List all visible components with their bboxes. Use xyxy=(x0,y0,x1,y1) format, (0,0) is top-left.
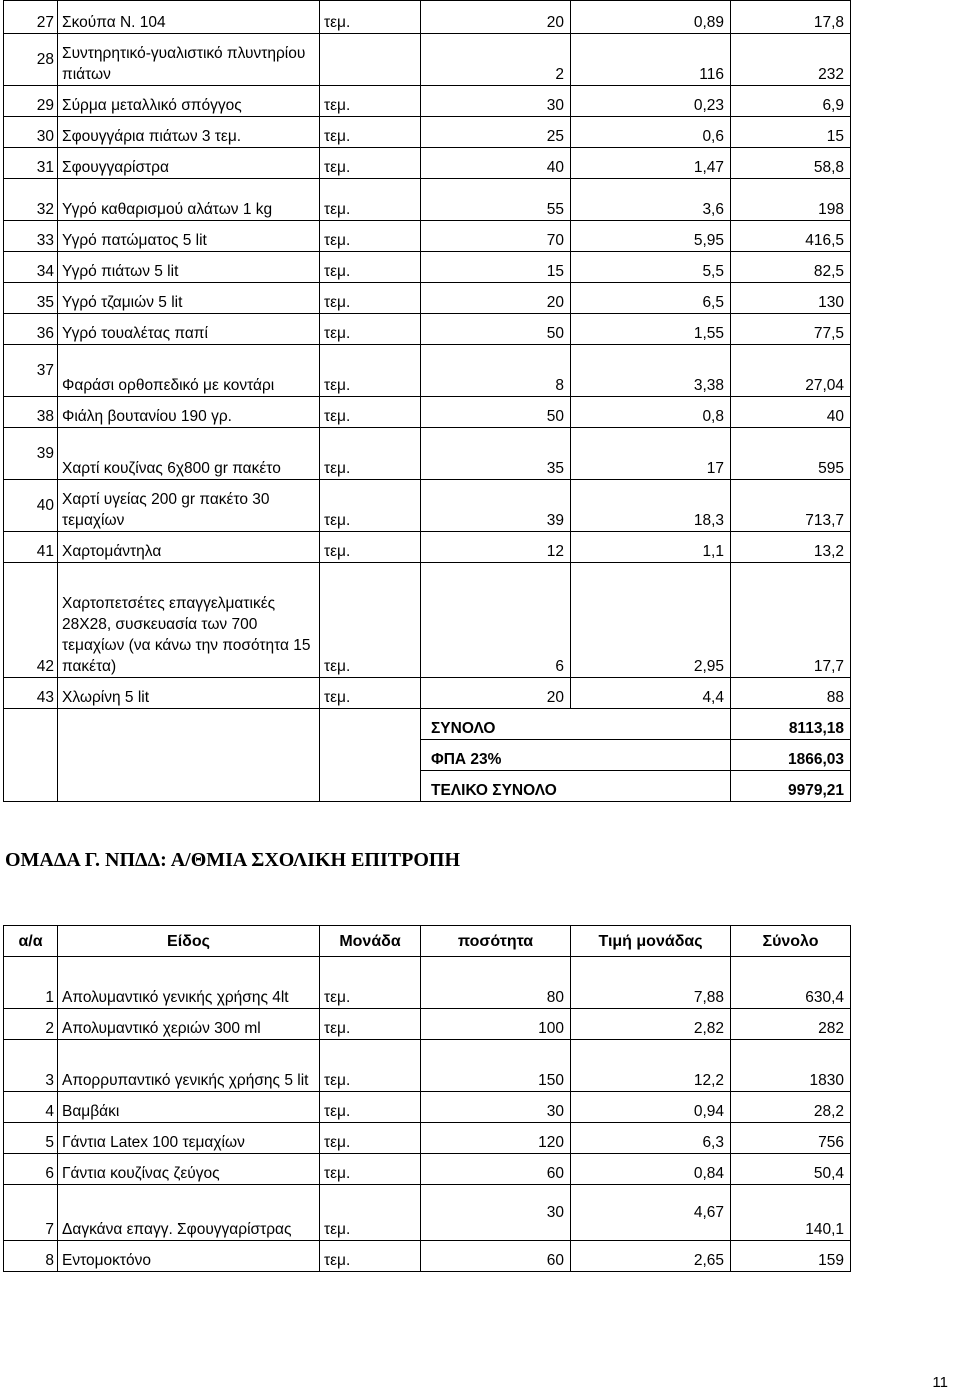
item-price: 0,23 xyxy=(571,86,731,117)
row-number: 33 xyxy=(4,221,58,252)
table-row xyxy=(4,1009,851,1040)
item-unit: τεμ. xyxy=(320,1154,421,1185)
item-total: 232 xyxy=(731,34,851,86)
item-price: 2,95 xyxy=(571,563,731,678)
item-total: 40 xyxy=(731,397,851,428)
item-name: Βαμβάκι xyxy=(58,1092,320,1123)
item-qty: 6 xyxy=(421,563,571,678)
empty-cell xyxy=(58,709,320,740)
item-qty: 60 xyxy=(421,1154,571,1185)
table-row xyxy=(4,1154,851,1185)
table-row xyxy=(4,532,851,563)
subtotal-label: ΣΥΝΟΛΟ xyxy=(421,709,731,740)
item-total: 713,7 xyxy=(731,480,851,532)
item-total: 27,04 xyxy=(731,345,851,397)
col-header-price: Τιμή μονάδας xyxy=(571,926,731,957)
item-qty: 39 xyxy=(421,480,571,532)
item-unit: τεμ. xyxy=(320,179,421,221)
grand-total-value: 9979,21 xyxy=(731,771,851,802)
item-name: Σφουγγάρια πιάτων 3 τεμ. xyxy=(58,117,320,148)
col-header-total: Σύνολο xyxy=(731,926,851,957)
item-total: 282 xyxy=(731,1009,851,1040)
item-price: 0,94 xyxy=(571,1092,731,1123)
item-total: 6,9 xyxy=(731,86,851,117)
item-unit xyxy=(320,34,421,86)
item-unit: τεμ. xyxy=(320,86,421,117)
item-total: 58,8 xyxy=(731,148,851,179)
row-number: 5 xyxy=(4,1123,58,1154)
col-header-unit: Μονάδα xyxy=(320,926,421,957)
table-row xyxy=(4,678,851,709)
item-qty: 2 xyxy=(421,34,571,86)
row-number: 30 xyxy=(4,117,58,148)
empty-cell xyxy=(4,771,58,802)
item-name: Υγρό καθαρισμού αλάτων 1 kg xyxy=(58,179,320,221)
row-number: 40 xyxy=(4,480,58,532)
item-price: 116 xyxy=(571,34,731,86)
item-name: Απορρυπαντικό γενικής χρήσης 5 lit xyxy=(58,1040,320,1092)
vat-label: ΦΠΑ 23% xyxy=(421,740,731,771)
item-name: Απολυμαντικό γενικής χρήσης 4lt xyxy=(58,957,320,1009)
grand-total-label: ΤΕΛΙΚΟ ΣΥΝΟΛΟ xyxy=(421,771,731,802)
item-price: 17 xyxy=(571,428,731,480)
item-total: 756 xyxy=(731,1123,851,1154)
subtotal-value: 8113,18 xyxy=(731,709,851,740)
item-total: 140,1 xyxy=(731,1185,851,1241)
item-unit: τεμ. xyxy=(320,480,421,532)
item-name: Σφουγγαρίστρα xyxy=(58,148,320,179)
row-number: 36 xyxy=(4,314,58,345)
item-total: 13,2 xyxy=(731,532,851,563)
item-name: Φιάλη βουτανίου 190 γρ. xyxy=(58,397,320,428)
item-price: 5,95 xyxy=(571,221,731,252)
row-number: 29 xyxy=(4,86,58,117)
item-name: Χαρτοπετσέτες επαγγελματικές 28Χ28, συσκευασία των 700 τεμαχίων (να κάνω την ποσότητα 15 πακέτα) xyxy=(58,563,320,678)
items-table-body xyxy=(4,1,851,802)
table-row xyxy=(4,1185,851,1241)
row-number: 34 xyxy=(4,252,58,283)
item-total: 1830 xyxy=(731,1040,851,1092)
item-price: 12,2 xyxy=(571,1040,731,1092)
row-number: 41 xyxy=(4,532,58,563)
item-total: 88 xyxy=(731,678,851,709)
table-row xyxy=(4,221,851,252)
table-row xyxy=(4,957,851,1009)
table-row xyxy=(4,283,851,314)
item-qty: 35 xyxy=(421,428,571,480)
table-row xyxy=(4,179,851,221)
item-qty: 50 xyxy=(421,397,571,428)
row-number: 4 xyxy=(4,1092,58,1123)
item-name: Συντηρητικό-γυαλιστικό πλυντηρίου πιάτων xyxy=(58,34,320,86)
item-name: Χαρτομάντηλα xyxy=(58,532,320,563)
table-row xyxy=(4,86,851,117)
item-unit: τεμ. xyxy=(320,1040,421,1092)
item-price: 2,65 xyxy=(571,1241,731,1272)
table-row xyxy=(4,148,851,179)
item-price: 0,89 xyxy=(571,1,731,34)
item-price: 1,55 xyxy=(571,314,731,345)
item-total: 77,5 xyxy=(731,314,851,345)
item-qty: 30 xyxy=(421,86,571,117)
item-qty: 20 xyxy=(421,283,571,314)
item-qty: 20 xyxy=(421,1,571,34)
item-price: 7,88 xyxy=(571,957,731,1009)
empty-cell xyxy=(58,771,320,802)
row-number: 1 xyxy=(4,957,58,1009)
item-total: 17,7 xyxy=(731,563,851,678)
empty-cell xyxy=(4,740,58,771)
empty-cell xyxy=(58,740,320,771)
item-name: Χλωρίνη 5 lit xyxy=(58,678,320,709)
row-number: 2 xyxy=(4,1009,58,1040)
item-qty: 80 xyxy=(421,957,571,1009)
row-number: 8 xyxy=(4,1241,58,1272)
item-price: 3,6 xyxy=(571,179,731,221)
item-qty: 8 xyxy=(421,345,571,397)
item-unit: τεμ. xyxy=(320,532,421,563)
row-number: 35 xyxy=(4,283,58,314)
row-number: 28 xyxy=(4,34,58,86)
item-name: Δαγκάνα επαγγ. Σφουγγαρίστρας xyxy=(58,1185,320,1241)
item-name: Χαρτί υγείας 200 gr πακέτο 30 τεμαχίων xyxy=(58,480,320,532)
row-number: 39 xyxy=(4,428,58,480)
item-qty: 12 xyxy=(421,532,571,563)
item-unit: τεμ. xyxy=(320,345,421,397)
item-name: Υγρό τουαλέτας παπί xyxy=(58,314,320,345)
row-number: 6 xyxy=(4,1154,58,1185)
item-price: 6,5 xyxy=(571,283,731,314)
row-number: 7 xyxy=(4,1185,58,1241)
item-price: 0,84 xyxy=(571,1154,731,1185)
table-row xyxy=(4,480,851,532)
item-price: 4,4 xyxy=(571,678,731,709)
row-number: 32 xyxy=(4,179,58,221)
item-qty: 25 xyxy=(421,117,571,148)
row-number: 27 xyxy=(4,1,58,34)
page-number: 11 xyxy=(932,1374,948,1391)
item-price: 2,82 xyxy=(571,1009,731,1040)
item-total: 15 xyxy=(731,117,851,148)
item-price: 1,47 xyxy=(571,148,731,179)
item-price: 4,67 xyxy=(571,1185,731,1241)
row-number: 3 xyxy=(4,1040,58,1092)
col-header-qty: ποσότητα xyxy=(421,926,571,957)
school-committee-table-body xyxy=(4,957,851,1272)
item-qty: 30 xyxy=(421,1185,571,1241)
item-total: 630,4 xyxy=(731,957,851,1009)
table-header-row xyxy=(4,926,851,957)
empty-cell xyxy=(320,709,421,740)
vat-value: 1866,03 xyxy=(731,740,851,771)
row-number: 38 xyxy=(4,397,58,428)
col-header-index: α/α xyxy=(4,926,58,957)
item-unit: τεμ. xyxy=(320,563,421,678)
table-row xyxy=(4,397,851,428)
school-committee-table xyxy=(3,925,851,1272)
row-number: 37 xyxy=(4,345,58,397)
item-unit: τεμ. xyxy=(320,252,421,283)
item-unit: τεμ. xyxy=(320,148,421,179)
item-total: 17,8 xyxy=(731,1,851,34)
table-row xyxy=(4,1092,851,1123)
table-row xyxy=(4,1241,851,1272)
item-qty: 40 xyxy=(421,148,571,179)
item-qty: 15 xyxy=(421,252,571,283)
table-row xyxy=(4,117,851,148)
item-qty: 60 xyxy=(421,1241,571,1272)
items-table-continued xyxy=(3,0,851,802)
subtotal-row xyxy=(4,709,851,740)
table-row xyxy=(4,428,851,480)
item-total: 82,5 xyxy=(731,252,851,283)
item-name: Υγρό πατώματος 5 lit xyxy=(58,221,320,252)
empty-cell xyxy=(320,740,421,771)
item-unit: τεμ. xyxy=(320,1123,421,1154)
item-name: Σκούπα Ν. 104 xyxy=(58,1,320,34)
item-unit: τεμ. xyxy=(320,314,421,345)
item-qty: 100 xyxy=(421,1009,571,1040)
item-qty: 20 xyxy=(421,678,571,709)
empty-cell xyxy=(320,771,421,802)
table-row xyxy=(4,252,851,283)
item-name: Υγρό τζαμιών 5 lit xyxy=(58,283,320,314)
item-qty: 150 xyxy=(421,1040,571,1092)
item-qty: 70 xyxy=(421,221,571,252)
item-name: Γάντια κουζίνας ζεύγος xyxy=(58,1154,320,1185)
item-qty: 30 xyxy=(421,1092,571,1123)
item-name: Φαράσι ορθοπεδικό με κοντάρι xyxy=(58,345,320,397)
item-price: 18,3 xyxy=(571,480,731,532)
item-price: 6,3 xyxy=(571,1123,731,1154)
item-unit: τεμ. xyxy=(320,397,421,428)
table-row xyxy=(4,563,851,678)
item-total: 159 xyxy=(731,1241,851,1272)
item-price: 0,8 xyxy=(571,397,731,428)
section-title: ΟΜΑΔΑ Γ. ΝΠΔΔ: Α/ΘΜΙΑ ΣΧΟΛΙΚΗ ΕΠΙΤΡΟΠΗ xyxy=(5,849,460,871)
item-unit: τεμ. xyxy=(320,117,421,148)
item-name: Απολυμαντικό χεριών 300 ml xyxy=(58,1009,320,1040)
item-qty: 55 xyxy=(421,179,571,221)
item-unit: τεμ. xyxy=(320,428,421,480)
item-qty: 50 xyxy=(421,314,571,345)
item-unit: τεμ. xyxy=(320,1009,421,1040)
item-unit: τεμ. xyxy=(320,1185,421,1241)
item-unit: τεμ. xyxy=(320,1,421,34)
table-row xyxy=(4,314,851,345)
item-qty: 120 xyxy=(421,1123,571,1154)
item-unit: τεμ. xyxy=(320,221,421,252)
table-row xyxy=(4,1123,851,1154)
table-row xyxy=(4,1,851,34)
row-number: 42 xyxy=(4,563,58,678)
item-total: 416,5 xyxy=(731,221,851,252)
row-number: 43 xyxy=(4,678,58,709)
item-total: 595 xyxy=(731,428,851,480)
item-name: Χαρτί κουζίνας 6χ800 gr πακέτο xyxy=(58,428,320,480)
item-unit: τεμ. xyxy=(320,678,421,709)
grand-total-row xyxy=(4,771,851,802)
item-price: 3,38 xyxy=(571,345,731,397)
item-unit: τεμ. xyxy=(320,957,421,1009)
item-price: 0,6 xyxy=(571,117,731,148)
item-total: 130 xyxy=(731,283,851,314)
item-total: 50,4 xyxy=(731,1154,851,1185)
item-price: 1,1 xyxy=(571,532,731,563)
item-unit: τεμ. xyxy=(320,1092,421,1123)
item-name: Εντομοκτόνο xyxy=(58,1241,320,1272)
item-unit: τεμ. xyxy=(320,283,421,314)
item-total: 28,2 xyxy=(731,1092,851,1123)
empty-cell xyxy=(4,709,58,740)
col-header-item: Είδος xyxy=(58,926,320,957)
vat-row xyxy=(4,740,851,771)
table-row xyxy=(4,345,851,397)
row-number: 31 xyxy=(4,148,58,179)
item-total: 198 xyxy=(731,179,851,221)
item-name: Σύρμα μεταλλικό σπόγγος xyxy=(58,86,320,117)
item-unit: τεμ. xyxy=(320,1241,421,1272)
item-price: 5,5 xyxy=(571,252,731,283)
table-row xyxy=(4,1040,851,1092)
item-name: Γάντια Latex 100 τεμαχίων xyxy=(58,1123,320,1154)
item-name: Υγρό πιάτων 5 lit xyxy=(58,252,320,283)
table-row xyxy=(4,34,851,86)
